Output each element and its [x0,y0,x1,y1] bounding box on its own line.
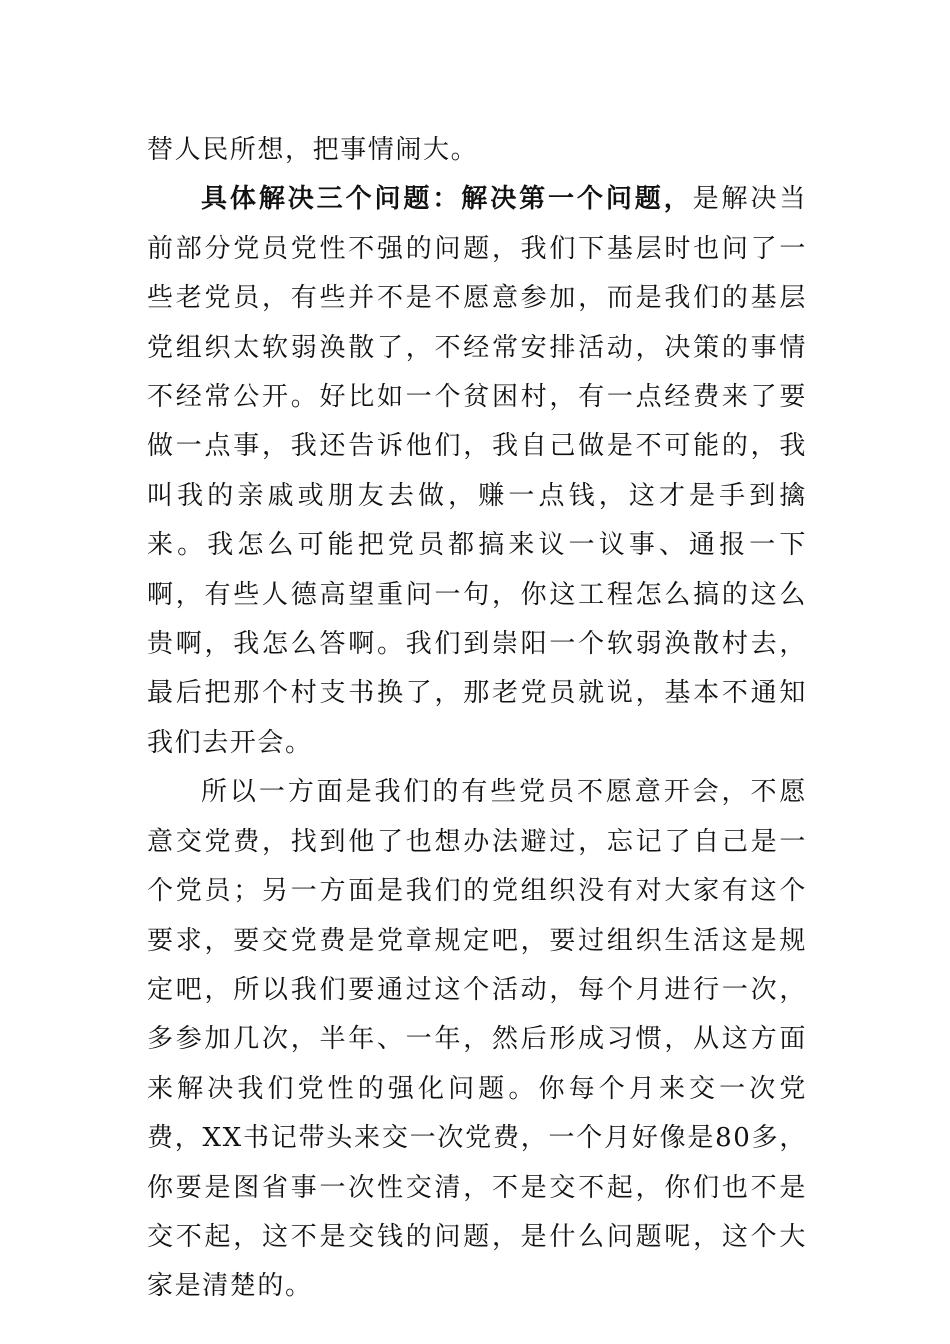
paragraph-party-dues [147,768,807,1311]
paragraph-text: 所以一方面是我们的有些党员不愿意开会，不愿意交党费，找到他了也想办法避过，忘记了自己是一个党员；另一方面是我们的党组织没有对大家有这个要求，要交党费是党章规定吧，要过组织生活这是规定吧，所以我们要通过这个活动，每个月进行一次，多参加几次，半年、一年，然后形成习惯，从这方面来解决我们党性的强化问题。你每个月来交一次党费，XX书记带头来交一次党费，一个月好像是80多，你要是图省事一次性交清，不是交不起，你们也不是交不起，这不是交钱的问题，是什么问题呢，这个大家是清楚的。 [147,777,807,1302]
paragraph-text: 替人民所想，把事情闹大。 [147,135,479,165]
paragraph-text: 是解决当前部分党员党性不强的问题，我们下基层时也问了一些老党员，有些并不是不愿意参加，而是我们的基层党组织太软弱涣散了，不经常安排活动，决策的事情不经常公开。好比如一个贫困村，有一点经费来了要做一点事，我还告诉他们，我自己做是不可能的，我叫我的亲戚或朋友去做，赚一点钱，这才是手到擒来。我怎么可能把党员都搞来议一议事、通报一下啊，有些人德高望重问一句，你这工程怎么搞的这么贵啊，我怎么答啊。我们到崇阳一个软弱涣散村去，最后把那个村支书换了，那老党员就说，基本不通知我们去开会。 [147,184,807,758]
document-body [147,126,807,1312]
paragraph-first-problem [147,175,807,768]
paragraph-continuation [147,126,807,175]
paragraph-bold-lead: 具体解决三个问题：解决第一个问题， [201,184,693,215]
